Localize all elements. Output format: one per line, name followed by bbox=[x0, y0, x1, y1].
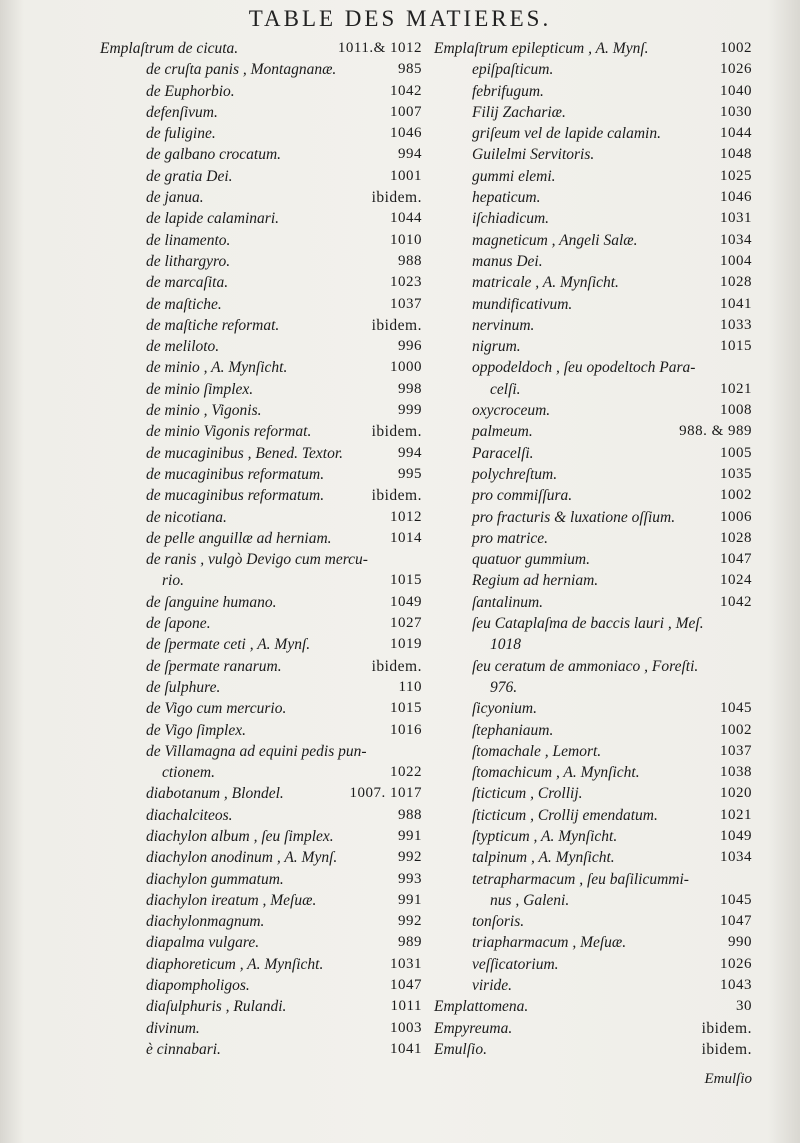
entry-page-number: 1002 bbox=[720, 487, 752, 504]
entry-text: Emplaſtrum epilepticum , A. Mynſ. bbox=[434, 40, 649, 57]
index-column-right bbox=[434, 40, 752, 1062]
entry-text: de mucaginibus reformatum. bbox=[146, 465, 325, 483]
entry-page-number: 1023 bbox=[390, 274, 422, 291]
index-entry bbox=[100, 168, 422, 189]
entry-page-number: 995 bbox=[398, 465, 422, 482]
entry-page-number: 1001 bbox=[390, 167, 422, 184]
entry-text: de ſpermate ranarum. bbox=[146, 657, 282, 675]
entry-page-number: 1031 bbox=[720, 210, 752, 227]
index-entry bbox=[100, 785, 422, 806]
entry-text: tonſoris. bbox=[472, 913, 525, 931]
entry-page-number: 1027 bbox=[390, 615, 422, 632]
entry-page-number: 1028 bbox=[720, 274, 752, 291]
index-entry bbox=[434, 551, 752, 572]
entry-page-number: 1019 bbox=[390, 636, 422, 653]
index-entry bbox=[434, 572, 752, 593]
entry-page-number: ibidem. bbox=[701, 1040, 752, 1058]
entry-page-number: 1015 bbox=[720, 338, 752, 355]
index-entry bbox=[434, 61, 752, 82]
index-entry bbox=[100, 381, 422, 402]
index-entry bbox=[100, 83, 422, 104]
entry-page-number: 1048 bbox=[720, 146, 752, 163]
entry-page-number: 1016 bbox=[390, 721, 422, 738]
entry-text: ſicyonium. bbox=[472, 700, 537, 718]
entry-page-number: 1037 bbox=[720, 742, 752, 759]
entry-page-number: ibidem. bbox=[371, 657, 422, 675]
entry-page-number: 1034 bbox=[720, 849, 752, 866]
index-entry bbox=[434, 679, 752, 700]
entry-page-number: 988 bbox=[398, 806, 422, 823]
entry-text: Filij Zachariæ. bbox=[472, 103, 566, 121]
entry-page-number: ibidem. bbox=[371, 316, 422, 334]
entry-page-number: 1044 bbox=[390, 210, 422, 227]
index-entry bbox=[100, 977, 422, 998]
entry-page-number: 1043 bbox=[720, 977, 752, 994]
entry-text: de nicotiana. bbox=[146, 508, 227, 526]
entry-text: diachylon gummatum. bbox=[146, 870, 284, 888]
entry-text: quatuor gummium. bbox=[472, 551, 590, 569]
index-entry bbox=[434, 636, 752, 657]
entry-page-number: ibidem. bbox=[371, 487, 422, 505]
entry-page-number: 1028 bbox=[720, 529, 752, 546]
entry-page-number: 999 bbox=[398, 402, 422, 419]
index-entry bbox=[100, 530, 422, 551]
entry-page-number: ibidem. bbox=[371, 189, 422, 207]
entry-text: de ſulphure. bbox=[146, 678, 221, 696]
entry-text: diachylon ireatum , Meſuæ. bbox=[146, 891, 317, 909]
index-entry bbox=[434, 253, 752, 274]
entry-page-number: 1022 bbox=[390, 764, 422, 781]
entry-text: Paracelſi. bbox=[472, 444, 534, 462]
entry-page-number: 1024 bbox=[720, 572, 752, 589]
index-entry bbox=[100, 509, 422, 530]
index-entry bbox=[434, 146, 752, 167]
entry-text: 976. bbox=[490, 678, 518, 696]
entry-page-number: 992 bbox=[398, 849, 422, 866]
entry-text: de ranis , vulgò Devigo cum mercu- bbox=[146, 551, 368, 569]
entry-text: Emulſio. bbox=[434, 1040, 487, 1058]
entry-text: de fuligine. bbox=[146, 125, 216, 143]
entry-text: veſſicatorium. bbox=[472, 955, 559, 973]
entry-text: hepaticum. bbox=[472, 189, 541, 207]
entry-text: 1018 bbox=[490, 636, 521, 654]
entry-text: de lapide calaminari. bbox=[146, 210, 280, 228]
entry-page-number: 988 bbox=[398, 252, 422, 269]
index-entry bbox=[434, 828, 752, 849]
entry-page-number: 1026 bbox=[720, 955, 752, 972]
index-entry bbox=[434, 530, 752, 551]
index-entry bbox=[434, 445, 752, 466]
entry-text: pro fracturis & luxatione oſſium. bbox=[472, 508, 676, 526]
entry-text: de minio ſimplex. bbox=[146, 380, 254, 398]
index-entry bbox=[100, 892, 422, 913]
entry-text: Emplaſtrum de cicuta. bbox=[100, 40, 239, 57]
entry-text: ſticticum , Crollij. bbox=[472, 785, 583, 803]
entry-text: diachylon anodinum , A. Mynſ. bbox=[146, 849, 338, 867]
index-entry bbox=[434, 807, 752, 828]
entry-text: diachylonmagnum. bbox=[146, 913, 265, 931]
entry-text: nus , Galeni. bbox=[490, 891, 570, 909]
entry-page-number: 991 bbox=[398, 827, 422, 844]
entry-page-number: 1042 bbox=[390, 82, 422, 99]
entry-text: pro matrice. bbox=[472, 529, 549, 547]
index-entry bbox=[434, 615, 752, 636]
entry-page-number: 1041 bbox=[390, 1040, 422, 1057]
entry-text: de minio , Vigonis. bbox=[146, 402, 262, 420]
entry-page-number: 1008 bbox=[720, 402, 752, 419]
index-entry bbox=[434, 466, 752, 487]
index-entry bbox=[434, 509, 752, 530]
entry-text: defenſivum. bbox=[146, 103, 218, 121]
page-title: TABLE DES MATIERES. bbox=[248, 6, 552, 31]
entry-page-number: 1030 bbox=[720, 103, 752, 120]
index-entry bbox=[434, 104, 752, 125]
index-entry bbox=[100, 189, 422, 210]
entry-text: Emplattomena. bbox=[434, 998, 529, 1016]
entry-page-number: 990 bbox=[728, 934, 752, 951]
entry-page-number: 1037 bbox=[390, 295, 422, 312]
entry-page-number: 996 bbox=[398, 338, 422, 355]
index-entry bbox=[100, 743, 422, 764]
index-entry bbox=[100, 210, 422, 231]
index-entry bbox=[100, 253, 422, 274]
index-entry bbox=[434, 849, 752, 870]
entry-page-number: 994 bbox=[398, 146, 422, 163]
index-entry bbox=[100, 359, 422, 380]
index-entry bbox=[100, 466, 422, 487]
entry-page-number: 1002 bbox=[720, 721, 752, 738]
entry-page-number: 1045 bbox=[720, 891, 752, 908]
entry-page-number: 1015 bbox=[390, 572, 422, 589]
index-entry bbox=[100, 40, 422, 61]
entry-text: de ſapone. bbox=[146, 615, 211, 633]
index-entry bbox=[100, 296, 422, 317]
index-entry bbox=[434, 296, 752, 317]
entry-text: griſeum vel de lapide calamin. bbox=[472, 125, 661, 143]
entry-text: de mucaginibus reformatum. bbox=[146, 487, 325, 505]
index-column-left bbox=[100, 40, 422, 1062]
index-entry bbox=[434, 743, 752, 764]
index-entry bbox=[100, 913, 422, 934]
entry-text: nigrum. bbox=[472, 338, 521, 356]
entry-text: de minio Vigonis reformat. bbox=[146, 423, 312, 441]
entry-page-number: 1021 bbox=[720, 806, 752, 823]
entry-text: de ſpermate ceti , A. Mynſ. bbox=[146, 636, 311, 654]
entry-page-number: 1038 bbox=[720, 764, 752, 781]
entry-text: oppodeldoch , ſeu opodeltoch Para- bbox=[472, 359, 696, 377]
entry-text: ſeu ceratum de ammoniaco , Foreſti. bbox=[472, 657, 699, 675]
entry-page-number: ibidem. bbox=[701, 1019, 752, 1037]
index-entry bbox=[434, 934, 752, 955]
entry-page-number: 30 bbox=[736, 998, 752, 1015]
entry-page-number: 1021 bbox=[720, 380, 752, 397]
entry-page-number: 1049 bbox=[720, 827, 752, 844]
index-entry bbox=[100, 934, 422, 955]
entry-page-number: 991 bbox=[398, 891, 422, 908]
index-entry bbox=[434, 785, 752, 806]
entry-page-number: 1045 bbox=[720, 700, 752, 717]
entry-text: celſi. bbox=[490, 380, 521, 398]
entry-text: ſtomachicum , A. Mynſicht. bbox=[472, 764, 640, 782]
entry-text: rio. bbox=[162, 572, 184, 590]
entry-text: ctionem. bbox=[162, 764, 215, 782]
index-entry bbox=[434, 913, 752, 934]
entry-text: febrifugum. bbox=[472, 82, 544, 100]
entry-text: nervinum. bbox=[472, 316, 535, 334]
index-entry bbox=[434, 381, 752, 402]
entry-text: diabotanum , Blondel. bbox=[146, 785, 284, 803]
entry-page-number: 998 bbox=[398, 380, 422, 397]
index-entry bbox=[100, 232, 422, 253]
index-entry bbox=[100, 146, 422, 167]
entry-page-number: 110 bbox=[398, 678, 422, 695]
index-entry bbox=[100, 807, 422, 828]
entry-text: divinum. bbox=[146, 1019, 200, 1037]
entry-page-number: 989 bbox=[398, 934, 422, 951]
entry-text: de pelle anguillæ ad herniam. bbox=[146, 529, 332, 547]
entry-text: de marcaſita. bbox=[146, 274, 229, 292]
index-entry bbox=[100, 998, 422, 1019]
entry-text: diachylon album , ſeu ſimplex. bbox=[146, 827, 334, 845]
entry-page-number: 1007 bbox=[390, 103, 422, 120]
entry-page-number: 1040 bbox=[720, 82, 752, 99]
index-entry bbox=[100, 679, 422, 700]
entry-page-number: 1031 bbox=[390, 955, 422, 972]
entry-page-number: 1011 bbox=[390, 998, 422, 1015]
index-entry bbox=[100, 551, 422, 572]
entry-text: Guilelmi Servitoris. bbox=[472, 146, 595, 164]
index-entry bbox=[100, 445, 422, 466]
index-entry bbox=[100, 828, 422, 849]
entry-page-number: 1047 bbox=[720, 913, 752, 930]
index-entry bbox=[434, 700, 752, 721]
entry-text: de galbano crocatum. bbox=[146, 146, 282, 164]
entry-page-number: 1046 bbox=[720, 189, 752, 206]
index-entry bbox=[100, 423, 422, 444]
entry-text: de Euphorbio. bbox=[146, 82, 235, 100]
index-entry bbox=[434, 338, 752, 359]
entry-page-number: 1046 bbox=[390, 125, 422, 142]
index-entry bbox=[434, 83, 752, 104]
entry-text: de maſtiche reformat. bbox=[146, 316, 280, 334]
entry-text: pro commiſſura. bbox=[472, 487, 573, 505]
entry-page-number: 992 bbox=[398, 913, 422, 930]
index-entry bbox=[100, 125, 422, 146]
entry-page-number: 1047 bbox=[720, 551, 752, 568]
index-entry bbox=[434, 956, 752, 977]
entry-page-number: 1014 bbox=[390, 529, 422, 546]
entry-page-number: 1026 bbox=[720, 61, 752, 78]
entry-text: de janua. bbox=[146, 189, 204, 207]
index-entry bbox=[100, 722, 422, 743]
entry-page-number: 1004 bbox=[720, 252, 752, 269]
index-entry bbox=[100, 402, 422, 423]
entry-text: triapharmacum , Meſuæ. bbox=[472, 934, 627, 952]
entry-page-number: 1041 bbox=[720, 295, 752, 312]
index-entry bbox=[434, 977, 752, 998]
index-entry bbox=[434, 998, 752, 1019]
index-entry bbox=[434, 871, 752, 892]
index-entry bbox=[100, 956, 422, 977]
entry-page-number: 1020 bbox=[720, 785, 752, 802]
entry-text: mundificativum. bbox=[472, 295, 573, 313]
entry-text: de linamento. bbox=[146, 231, 231, 249]
index-entry bbox=[100, 700, 422, 721]
index-entry bbox=[434, 317, 752, 338]
entry-page-number: 1010 bbox=[390, 231, 422, 248]
entry-text: palmeum. bbox=[472, 423, 533, 441]
entry-text: ſtomachale , Lemort. bbox=[472, 742, 602, 760]
entry-page-number: 1003 bbox=[390, 1019, 422, 1036]
index-entry bbox=[434, 487, 752, 508]
entry-text: talpinum , A. Mynſicht. bbox=[472, 849, 615, 867]
entry-text: de meliloto. bbox=[146, 338, 220, 356]
entry-text: Empyreuma. bbox=[434, 1019, 513, 1037]
entry-text: epiſpaſticum. bbox=[472, 61, 554, 79]
entry-text: ſantalinum. bbox=[472, 593, 544, 611]
entry-text: de minio , A. Mynſicht. bbox=[146, 359, 288, 377]
index-entry bbox=[100, 317, 422, 338]
index-entry bbox=[100, 658, 422, 679]
entry-page-number: 985 bbox=[398, 61, 422, 78]
index-entry bbox=[434, 168, 752, 189]
index-entry bbox=[434, 125, 752, 146]
entry-page-number: 1000 bbox=[390, 359, 422, 376]
entry-text: de Vigo cum mercurio. bbox=[146, 700, 287, 718]
entry-text: ſtypticum , A. Mynſicht. bbox=[472, 827, 618, 845]
entry-text: de lithargyro. bbox=[146, 252, 231, 270]
index-entry bbox=[100, 871, 422, 892]
entry-page-number: 1025 bbox=[720, 167, 752, 184]
index-entry bbox=[100, 338, 422, 359]
entry-page-number: 1049 bbox=[390, 593, 422, 610]
index-entry bbox=[100, 1041, 422, 1062]
entry-text: diapompholigos. bbox=[146, 977, 250, 995]
entry-page-number: 1005 bbox=[720, 444, 752, 461]
entry-page-number: 1035 bbox=[720, 465, 752, 482]
entry-text: diaſulphuris , Rulandi. bbox=[146, 998, 287, 1016]
entry-text: de ſanguine humano. bbox=[146, 593, 277, 611]
index-entry bbox=[434, 1041, 752, 1062]
entry-page-number: 1042 bbox=[720, 593, 752, 610]
entry-text: de cruſta panis , Montagnanæ. bbox=[146, 61, 337, 79]
entry-page-number: 1002 bbox=[720, 40, 752, 56]
entry-text: polychreſtum. bbox=[472, 465, 558, 483]
entry-text: ſeu Cataplaſma de baccis lauri , Meſ. bbox=[472, 615, 704, 633]
entry-page-number: 1007. 1017 bbox=[349, 785, 422, 802]
index-entry bbox=[434, 359, 752, 380]
entry-page-number: 1047 bbox=[390, 977, 422, 994]
entry-text: gummi elemi. bbox=[472, 167, 556, 185]
entry-text: de Vigo ſimplex. bbox=[146, 721, 247, 739]
entry-text: de Villamagna ad equini pedis pun- bbox=[146, 742, 367, 760]
entry-text: ſtephaniaum. bbox=[472, 721, 554, 739]
entry-page-number: 1034 bbox=[720, 231, 752, 248]
entry-page-number: 1006 bbox=[720, 508, 752, 525]
index-entry bbox=[100, 615, 422, 636]
index-entry bbox=[100, 104, 422, 125]
entry-page-number: 1011.& 1012 bbox=[337, 40, 422, 56]
entry-text: viride. bbox=[472, 977, 513, 995]
entry-text: matricale , A. Mynſicht. bbox=[472, 274, 619, 292]
entry-text: diachalciteos. bbox=[146, 806, 233, 824]
entry-page-number: 994 bbox=[398, 444, 422, 461]
entry-text: Regium ad herniam. bbox=[472, 572, 599, 590]
entry-text: tetrapharmacum , ſeu baſilicummi- bbox=[472, 870, 689, 888]
index-entry bbox=[434, 274, 752, 295]
entry-text: ſticticum , Crollij emendatum. bbox=[472, 806, 658, 824]
index-entry bbox=[434, 232, 752, 253]
entry-page-number: 1033 bbox=[720, 316, 752, 333]
index-entry bbox=[434, 658, 752, 679]
index-entry bbox=[434, 210, 752, 231]
index-entry bbox=[434, 40, 752, 61]
entry-text: è cinnabari. bbox=[146, 1040, 221, 1058]
entry-text: de gratia Dei. bbox=[146, 167, 233, 185]
entry-text: iſchiadicum. bbox=[472, 210, 550, 228]
index-entry bbox=[434, 1020, 752, 1041]
entry-page-number: 1044 bbox=[720, 125, 752, 142]
entry-text: manus Dei. bbox=[472, 252, 543, 270]
entry-text: diaphoreticum , A. Mynſicht. bbox=[146, 955, 324, 973]
index-entry bbox=[100, 764, 422, 785]
entry-text: de maſtiche. bbox=[146, 295, 222, 313]
index-entry bbox=[100, 1020, 422, 1041]
index-entry bbox=[434, 892, 752, 913]
index-entry bbox=[434, 423, 752, 444]
index-entry bbox=[100, 274, 422, 295]
index-entry bbox=[434, 594, 752, 615]
entry-text: de mucaginibus , Bened. Textor. bbox=[146, 444, 344, 462]
index-entry bbox=[100, 572, 422, 593]
entry-page-number: 988. & 989 bbox=[679, 423, 752, 440]
index-entry bbox=[100, 594, 422, 615]
entry-page-number: 1015 bbox=[390, 700, 422, 717]
index-entry bbox=[434, 722, 752, 743]
entry-page-number: 993 bbox=[398, 870, 422, 887]
index-entry bbox=[434, 189, 752, 210]
index-entry bbox=[100, 849, 422, 870]
entry-text: diapalma vulgare. bbox=[146, 934, 260, 952]
entry-page-number: ibidem. bbox=[371, 423, 422, 441]
entry-text: oxycroceum. bbox=[472, 402, 551, 420]
entry-page-number: 1012 bbox=[390, 508, 422, 525]
catchword: Emulſio bbox=[704, 1071, 752, 1087]
index-entry bbox=[100, 61, 422, 82]
index-entry bbox=[100, 636, 422, 657]
index-entry bbox=[434, 764, 752, 785]
index-entry bbox=[100, 487, 422, 508]
index-entry bbox=[434, 402, 752, 423]
entry-text: magneticum , Angeli Salæ. bbox=[472, 231, 638, 249]
